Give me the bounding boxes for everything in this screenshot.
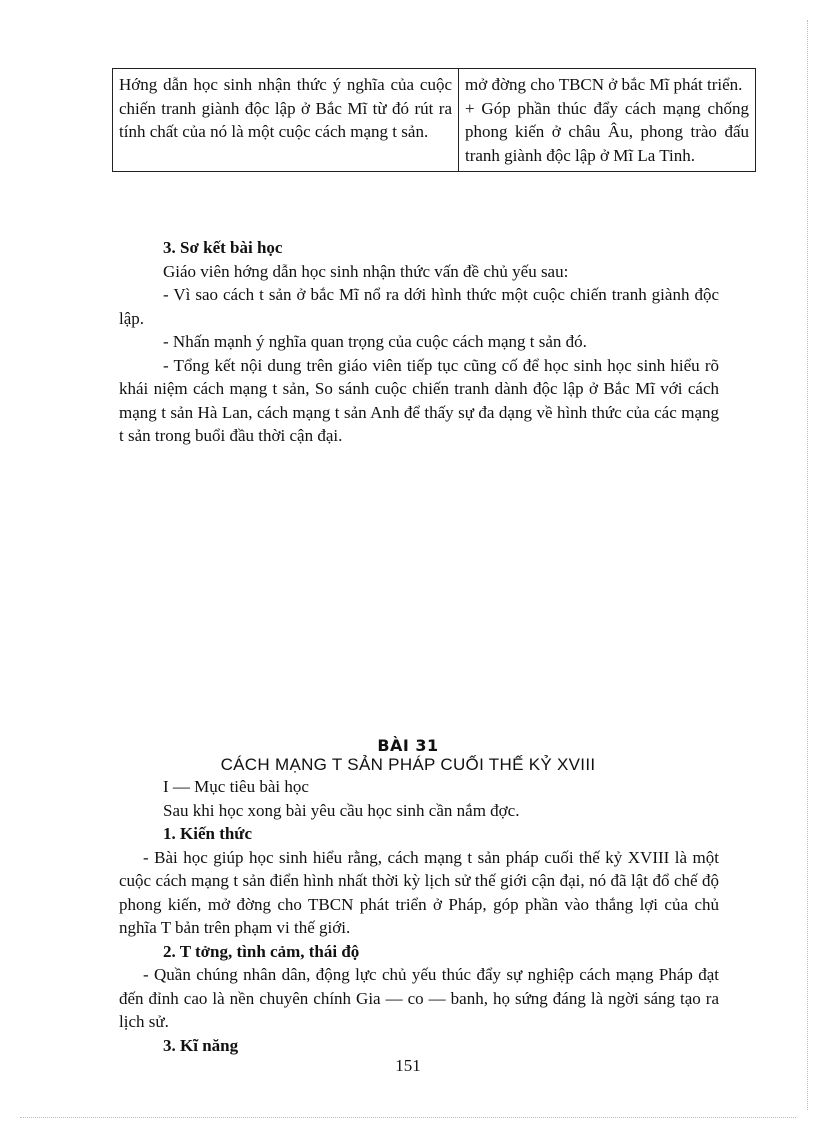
summary-section xyxy=(119,236,719,448)
summary-intro: Giáo viên hớng dẫn học sinh nhận thức vấn đề chủ yếu sau: xyxy=(163,261,569,281)
summary-item: - Vì sao cách t sản ở bắc Mĩ nổ ra dới hình thức một cuộc chiến tranh giành độc lập. xyxy=(119,285,719,328)
lesson-number: BÀI 31 xyxy=(377,736,439,755)
table-row xyxy=(113,69,756,172)
lesson-title: CÁCH MẠNG T SẢN PHÁP CUỐI THẾ KỶ XVIII xyxy=(220,755,596,774)
objective-intro: Sau khi học xong bài yêu cầu học sinh cần nắm đợc. xyxy=(163,800,520,820)
attitude-text: - Quần chúng nhân dân, động lực chủ yếu thúc đẩy sự nghiệp cách mạng Pháp đạt đến đỉnh cao là nền chuyên chính Gia — co — banh, họ sứng đáng là ngời sáng tạo ra lịch sử. xyxy=(119,965,719,1031)
knowledge-heading: 1. Kiến thức xyxy=(163,824,253,843)
page-number: 151 xyxy=(395,1056,421,1075)
lesson-section xyxy=(119,775,719,1057)
summary-heading: 3. Sơ kết bài học xyxy=(163,238,283,257)
summary-item: - Nhấn mạnh ý nghĩa quan trọng của cuộc cách mạng t sản đó. xyxy=(163,332,587,351)
content-table xyxy=(112,68,756,172)
table-cell-guidance: Hớng dẫn học sinh nhận thức ý nghĩa của cuộc chiến tranh giành độc lập ở Bắc Mĩ từ đó rút ra tính chất của nó là một cuộc cách mạng t sản. xyxy=(113,69,459,172)
attitude-heading: 2. T tởng, tình cảm, thái độ xyxy=(163,941,360,961)
knowledge-text: - Bài học giúp học sinh hiểu rằng, cách mạng t sản pháp cuối thế kỷ XVIII là một cuộc cách mạng t sản điển hình nhất thời kỳ lịch sử thế giới cận đại, nó đã lật đổ chế độ phong kiến, mở đờng cho TBCN phát triển ở Pháp, góp phần vào thắng lợi của chủ nghĩa T bản trên phạm vi thế giới. xyxy=(119,847,719,937)
objective-heading: I — Mục tiêu bài học xyxy=(163,777,309,796)
page-border-bottom xyxy=(20,1117,796,1118)
table-cell-content xyxy=(459,69,756,172)
table-cell-text: mở đờng cho TBCN ở bắc Mĩ phát triển. xyxy=(465,75,743,94)
summary-item: - Tổng kết nội dung trên giáo viên tiếp tục cũng cố để học sinh học sinh hiểu rõ khái niệm cách mạng t sản, So sánh cuộc chiến tranh dành độc lập ở Bắc Mĩ với cách mạng t sản Hà Lan, cách mạng t sản Anh để thấy sự đa dạng về hình thức của các mạng t sản trong buổi đầu thời cận đại. xyxy=(119,355,719,445)
skills-heading: 3. Kĩ năng xyxy=(163,1035,239,1055)
page-border-right xyxy=(807,20,808,1110)
table-cell-point: + Góp phần thúc đẩy cách mạng chống phong kiến ở châu Âu, phong trào đấu tranh giành độc lập ở Mĩ La Tinh. xyxy=(465,98,749,165)
